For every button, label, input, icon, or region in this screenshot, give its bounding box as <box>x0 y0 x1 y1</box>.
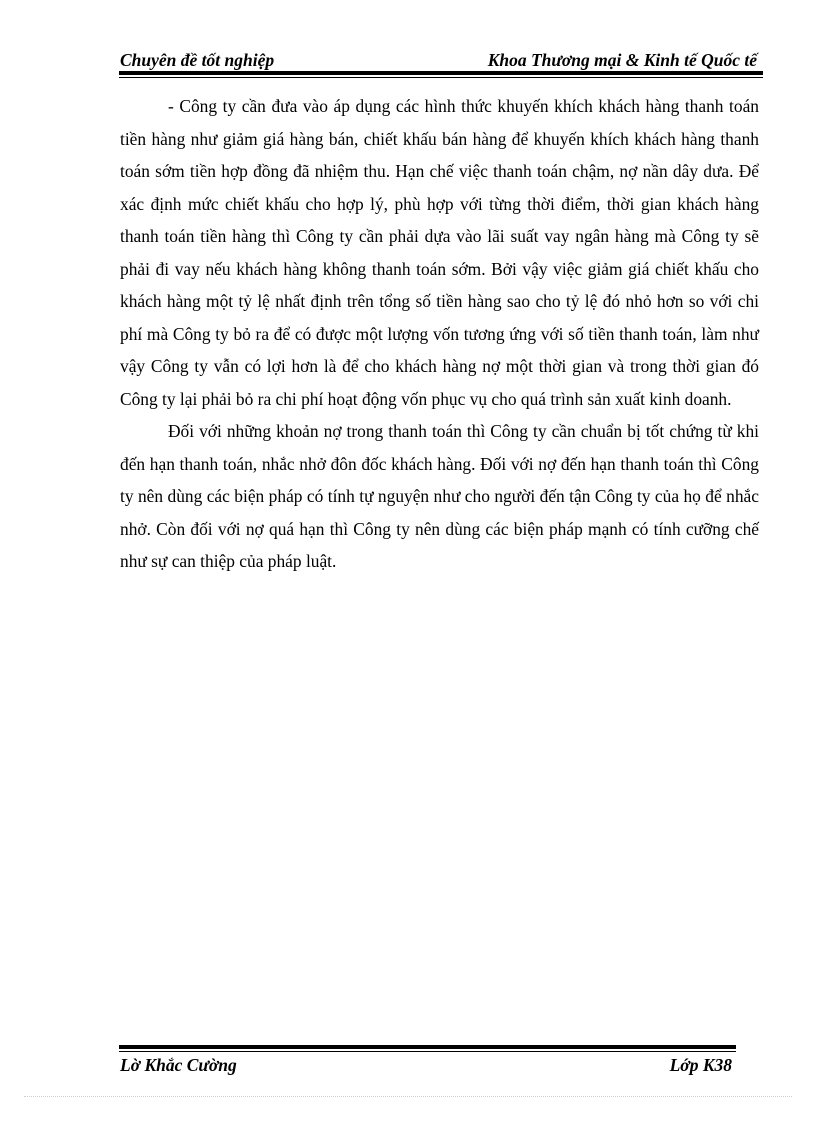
body-paragraph-1: - Công ty cần đưa vào áp dụng các hình thức khuyến khích khách hàng thanh toán tiền hàng như giảm giá hàng bán, chiết khấu bán hàng để khuyến khích khách hàng thanh toán sớm tiền hợp đồng đã nhiệm thu. Hạn chế việc thanh toán chậm, nợ nần dây dưa. Để xác định mức chiết khấu cho hợp lý, phù hợp với từng thời điểm, thời gian khách hàng thanh toán tiền hàng thì Công ty cần phải dựa vào lãi suất vay ngân hàng mà Công ty sẽ phải đi vay nếu khách hàng không thanh toán sớm. Bởi vậy việc giảm giá chiết khấu cho khách hàng một tỷ lệ nhất định trên tổng số tiền hàng sao cho tỷ lệ đó nhỏ hơn so với chi phí mà Công ty bỏ ra để có được một lượng vốn tương ứng với số tiền thanh toán, làm như vậy Công ty vẫn có lợi hơn là để cho khách hàng nợ một thời gian và trong thời gian đó Công ty lại phải bỏ ra chi phí hoạt động vốn phục vụ cho quá trình sản xuất kinh doanh. <box>120 96 759 409</box>
footer-class: Lớp K38 <box>669 1055 732 1075</box>
header-left-title: Chuyên đề tốt nghiệp <box>120 50 275 70</box>
header-rule-thin <box>119 77 763 78</box>
header-rule-thick <box>119 71 763 75</box>
footer-rule-thin <box>119 1051 736 1052</box>
footer-author: Lờ Khắc Cường <box>120 1055 237 1075</box>
body-text <box>120 90 759 578</box>
page-header <box>120 48 760 72</box>
page-edge-divider <box>24 1096 792 1097</box>
header-right-title: Khoa Thương mại & Kinh tế Quốc tế <box>487 50 757 70</box>
page-footer <box>120 1053 732 1077</box>
footer-rule-thick <box>119 1045 736 1049</box>
body-paragraph-2: Đối với những khoản nợ trong thanh toán thì Công ty cần chuẩn bị tốt chứng từ khi đến hạn thanh toán, nhắc nhở đôn đốc khách hàng. Đối với nợ đến hạn thanh toán thì Công ty nên dùng các biện pháp có tính tự nguyện như cho người đến tận Công ty của họ để nhắc nhở. Còn đối với nợ quá hạn thì Công ty nên dùng các biện pháp mạnh có tính cưỡng chế như sự can thiệp của pháp luật. <box>120 421 759 571</box>
